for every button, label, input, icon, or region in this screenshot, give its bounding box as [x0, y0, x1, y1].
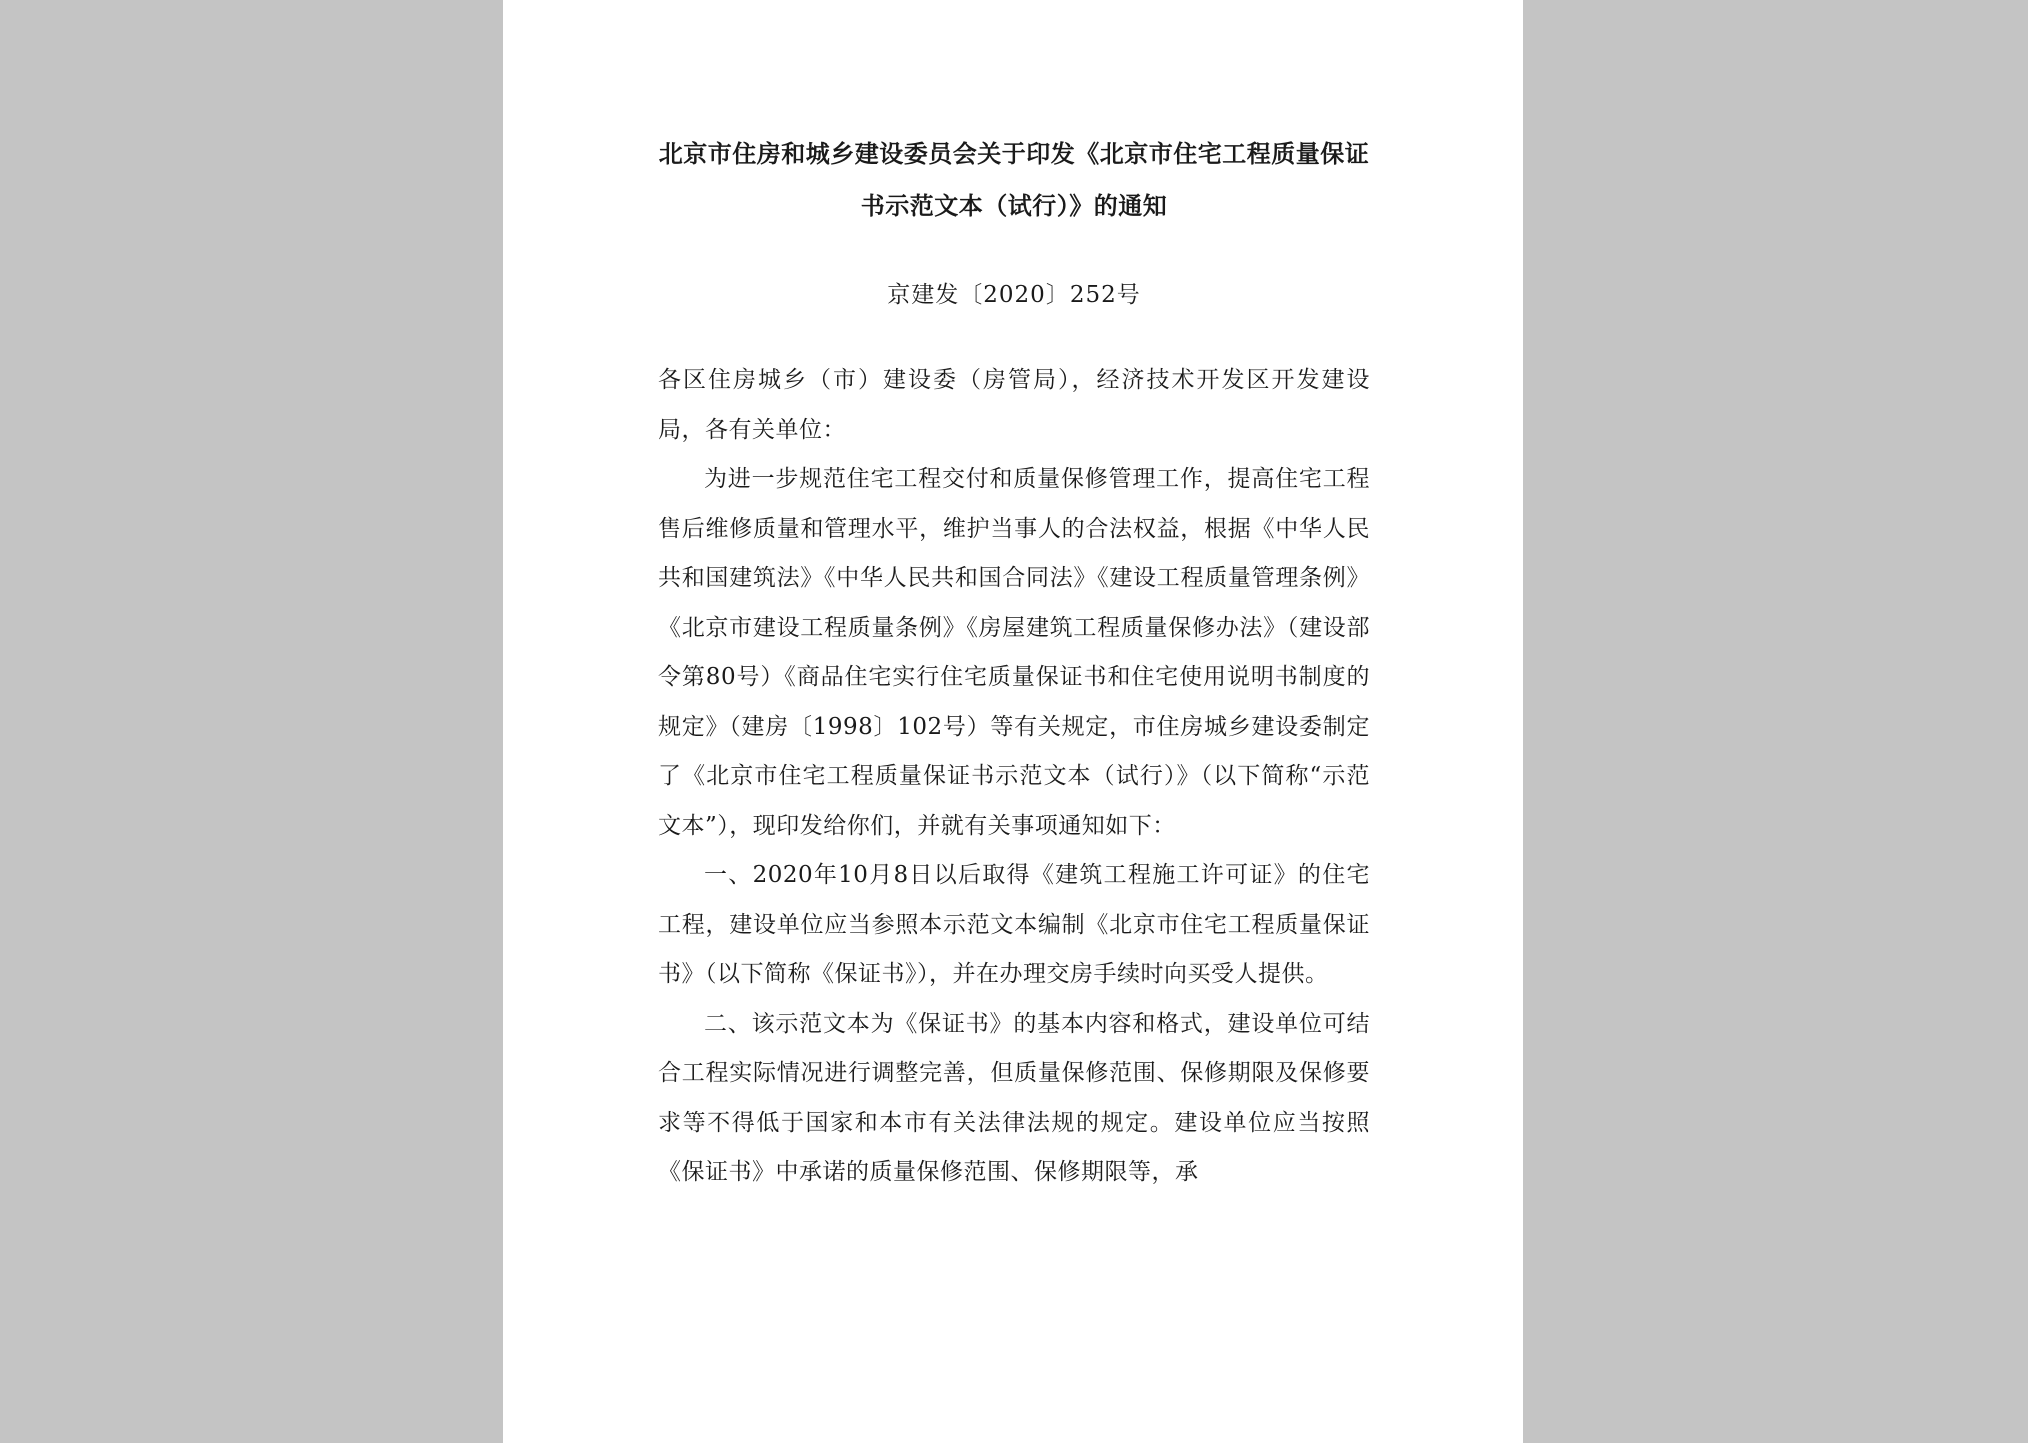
- addressee: 各区住房城乡（市）建设委（房管局），经济技术开发区开发建设局，各有关单位：: [658, 367, 1370, 443]
- paragraph-item-1: 一、2020年10月8日以后取得《建筑工程施工许可证》的住宅工程，建设单位应当参照本示范文本编制《北京市住宅工程质量保证书》（以下简称《保证书》），并在办理交房手续时向买受人提供。: [658, 862, 1370, 987]
- paragraph-item-2: 二、该示范文本为《保证书》的基本内容和格式，建设单位可结合工程实际情况进行调整完善，但质量保修范围、保修期限及保修要求等不得低于国家和本市有关法律法规的规定。建设单位应当按照《保证书》中承诺的质量保修范围、保修期限等，承: [658, 1010, 1370, 1185]
- document-content: [658, 128, 1370, 1198]
- document-number: 京建发〔2020〕252号: [887, 282, 1141, 308]
- document-title: 北京市住房和城乡建设委员会关于印发《北京市住宅工程质量保证书示范文本（试行）》的通知: [658, 139, 1370, 220]
- paragraph-intro: 为进一步规范住宅工程交付和质量保修管理工作，提高住宅工程售后维修质量和管理水平，维护当事人的合法权益，根据《中华人民共和国建筑法》《中华人民共和国合同法》《建设工程质量管理条例》《北京市建设工程质量条例》《房屋建筑工程质量保修办法》（建设部令第80号）《商品住宅实行住宅质量保证书和住宅使用说明书制度的规定》（建房〔1998〕102号）等有关规定，市住房城乡建设委制定了《北京市住宅工程质量保证书示范文本（试行）》（以下简称“示范文本”），现印发给你们，并就有关事项通知如下：: [658, 466, 1370, 839]
- document-page: [503, 0, 1523, 1443]
